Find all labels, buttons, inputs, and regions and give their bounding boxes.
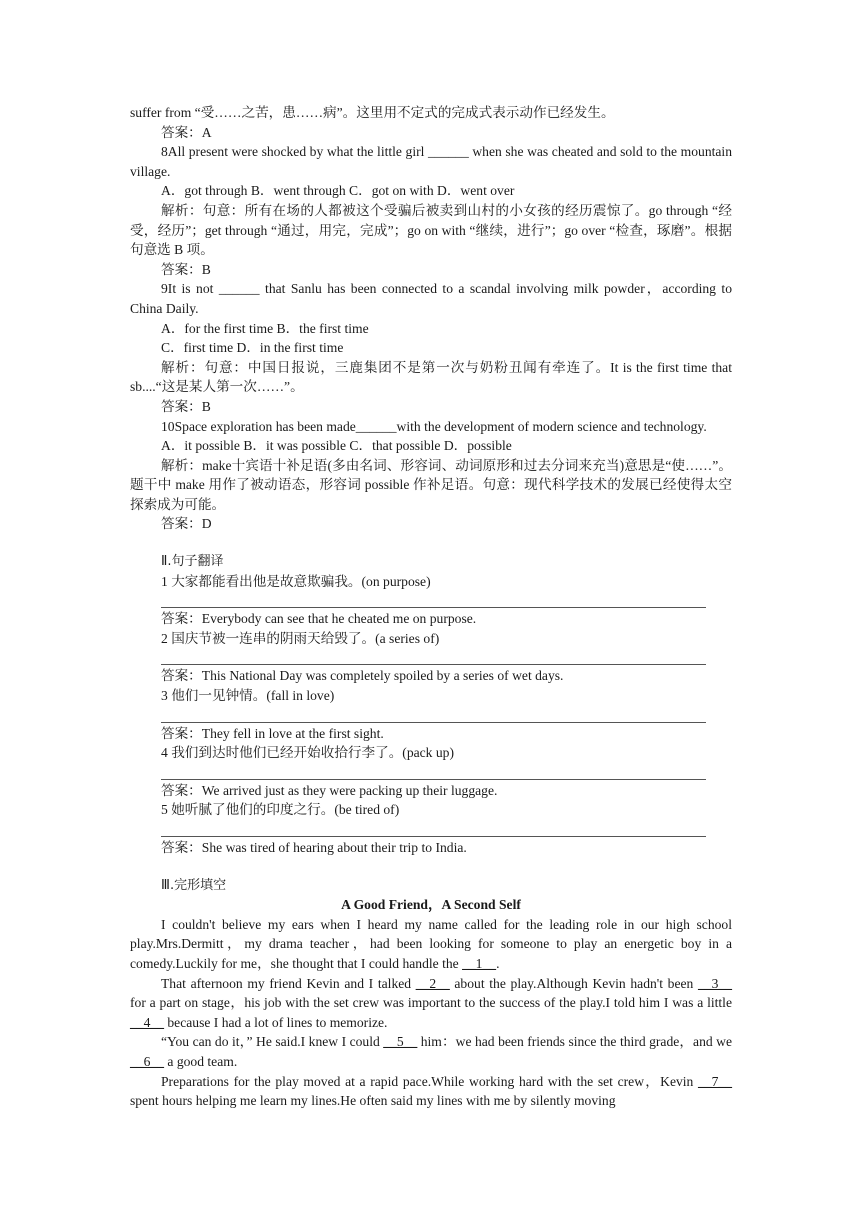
section-title-cloze: Ⅲ.完形填空 [161,877,227,893]
cloze-paragraph [130,1072,732,1111]
cloze-blank[interactable]: __6__ [130,1053,164,1069]
answer-blank-line[interactable] [161,763,706,780]
cloze-text: for a part on stage，his job with the set crew was important to the success of the play.I told him I was a little [130,995,732,1011]
cloze-paragraph [130,974,732,1033]
translation-answer: 答案：Everybody can see that he cheated me on purpose. [161,611,477,627]
translation-answer: 答案：This National Day was completely spoiled by a series of wet days. [161,668,564,684]
cloze-blank[interactable]: __5__ [383,1034,418,1050]
explanation-paragraph: 解析：句意：所有在场的人都被这个受骗后被卖到山村的小女孩的经历震惊了。go through “经受，经历”；get through “通过，用完，完成”；go on with “继续，进行”；go over “检查，琢磨”。根据句意选 B 项。 [130,202,732,258]
document-page [130,103,732,1111]
cloze-text: . [496,955,500,971]
cloze-text: That afternoon my friend Kevin and I talked [161,975,416,991]
answer-blank-line[interactable] [161,591,706,608]
translation-answer: 答案：We arrived just as they were packing up their luggage. [161,782,498,798]
cloze-text: a good team. [163,1053,238,1069]
answer-line: 答案：A [161,124,212,140]
question-text: 9It is not ______ that Sanlu has been connected to a scandal involving milk powder，according to China Daily. [130,281,732,316]
translation-question: 3 他们一见钟情。(fall in love) [161,688,335,704]
cloze-text: about the play.Although Kevin hadn't been [449,975,699,991]
answer-blank-line[interactable] [161,706,706,723]
answer-line: 答案：D [161,516,212,532]
answer-line: 答案：B [161,261,211,277]
question-text: 8All present were shocked by what the little girl ______ when she was cheated and sold to the mountain village. [130,144,732,179]
cloze-blank[interactable]: __2__ [415,975,450,991]
cloze-text: Preparations for the play moved at a rapid pace.While working hard with the set crew，Kevin [161,1073,699,1089]
explanation-paragraph: 解析：make十宾语十补足语(多由名词、形容词、动词原形和过去分词来充当)意思是“使……”。题干中 make 用作了被动语态，形容词 possible 作补足语。句意：现代科学技术的发展已经使得太空探索成为可能。 [130,457,732,512]
cloze-passage-title: A Good Friend，A Second Self [341,897,521,913]
cloze-blank[interactable]: __3__ [698,975,732,991]
translation-question: 1 大家都能看出他是故意欺骗我。(on purpose) [161,573,431,589]
answer-line: 答案：B [161,398,211,414]
cloze-text: spent hours helping me learn my lines.He often said my lines with me by silently moving [130,1093,616,1109]
multiple-choice-explanations [130,103,732,534]
question-text: A．it possible B．it was possible C．that possible D．possible [161,438,512,454]
translation-question: 5 她听腻了他们的印度之行。(be tired of) [161,802,400,818]
cloze-paragraph [130,915,732,974]
cloze-blank[interactable]: __4__ [130,1014,164,1030]
question-text: A．for the first time B．the first time [161,320,369,336]
translation-answer: 答案：She was tired of hearing about their trip to India. [161,840,467,855]
question-text: suffer from “受……之苦，患……病”。这里用不定式的完成式表示动作已经发生。 [130,105,615,120]
translation-answer: 答案：They fell in love at the first sight. [161,725,384,741]
answer-blank-line[interactable] [161,648,706,665]
cloze-text: him：we had been friends since the third grade，and we [417,1034,733,1050]
cloze-blank[interactable]: __1__ [462,955,497,971]
translation-question: 4 我们到达时他们已经开始收拾行李了。(pack up) [161,745,454,761]
answer-blank-line[interactable] [161,820,706,837]
question-text: C．first time D．in the first time [161,340,344,356]
question-text: 10Space exploration has been made______with the development of modern science and technology. [161,418,707,434]
cloze-passage [130,915,732,1111]
cloze-paragraph [130,1032,732,1071]
explanation-paragraph: 解析：句意：中国日报说，三鹿集团不是第一次与奶粉丑闻有牵连了。It is the first time that sb....“这是某人第一次……”。 [130,359,732,395]
section-title-translation: Ⅱ.句子翻译 [161,554,224,570]
cloze-text: I couldn't believe my ears when I heard my name called for the leading role in our high school play.Mrs.Dermitt，my drama teacher，had been looking for someone to play an energetic boy in a comedy.Luckily for me，she thought that I could handle the [130,916,732,971]
cloze-text: because I had a lot of lines to memorize. [163,1014,388,1030]
translation-question: 2 国庆节被一连串的阴雨天给毁了。(a series of) [161,630,440,646]
cloze-blank[interactable]: __7__ [698,1073,732,1089]
translation-exercises [130,572,732,858]
question-text: A．got through B．went through C．got on with D．went over [161,183,515,199]
cloze-text: “You can do it，” He said.I knew I could [161,1034,384,1050]
